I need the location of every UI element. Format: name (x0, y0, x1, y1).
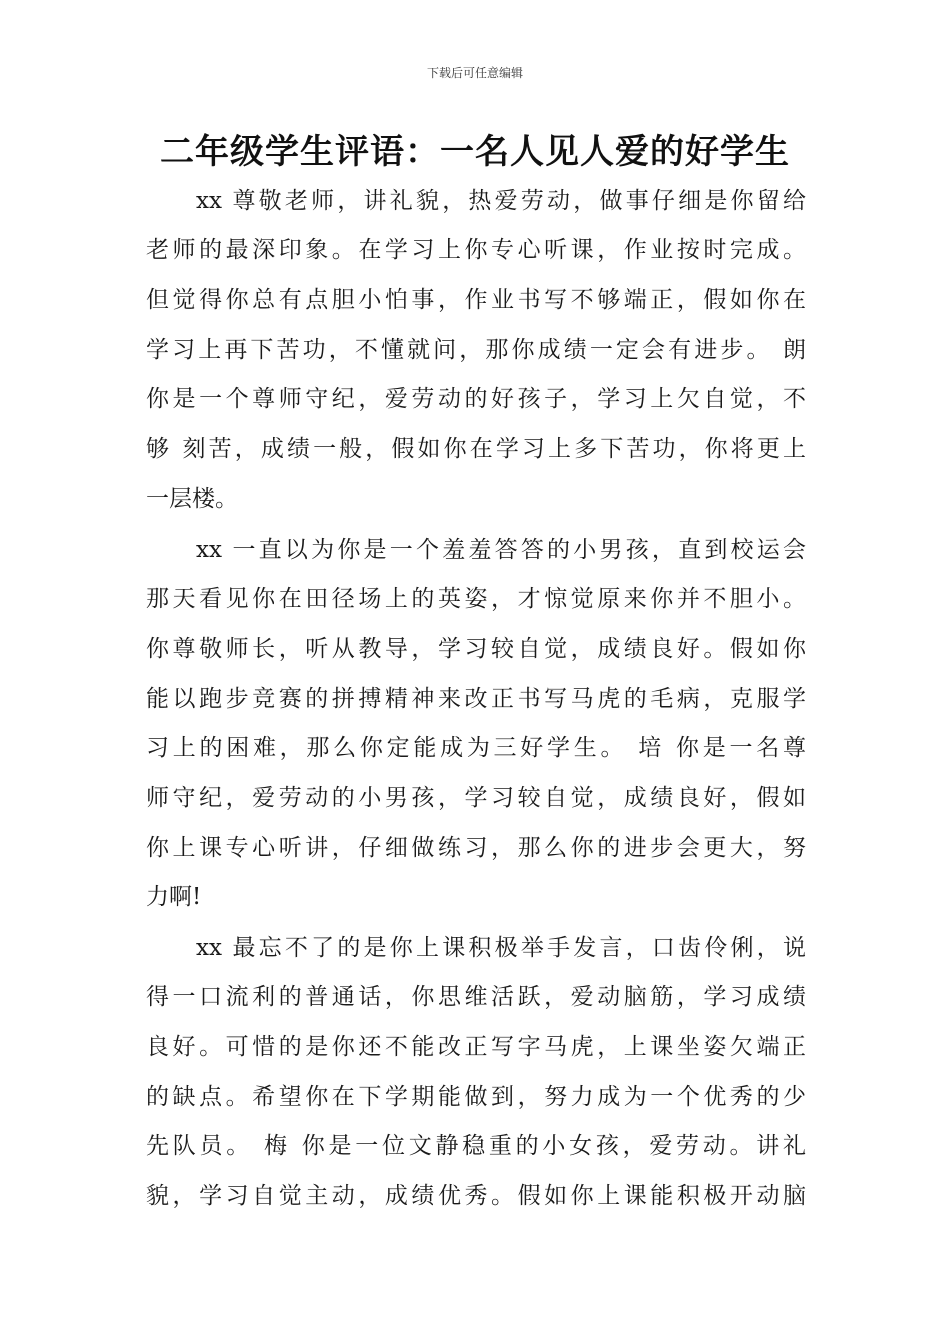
body-line: 良好。可惜的是你还不能改正写字马虎，上课坐姿欠端正 (146, 1034, 806, 1060)
body-line: 能以跑步竞赛的拼搏精神来改正书写马虎的毛病，克服学 (146, 686, 806, 712)
body-line: 习上的困难，那么你定能成为三好学生。 培 你是一名尊 (146, 735, 806, 761)
body-line: 得一口流利的普通话，你思维活跃，爱动脑筋，学习成绩 (146, 984, 806, 1010)
body-line: 你是一个尊师守纪，爱劳动的好孩子，学习上欠自觉，不 (146, 386, 806, 412)
body-line: xx 最忘不了的是你上课积极举手发言，口齿伶俐，说 (196, 935, 806, 961)
body-line: 貌，学习自觉主动，成绩优秀。假如你上课能积极开动脑 (146, 1183, 806, 1209)
body-line: 一层楼。 (146, 486, 238, 512)
body-line: xx 尊敬老师，讲礼貌，热爱劳动，做事仔细是你留给 (196, 188, 806, 214)
body-line: 但觉得你总有点胆小怕事，作业书写不够端正，假如你在 (146, 287, 806, 313)
document-title: 二年级学生评语：一名人见人爱的好学生 (160, 132, 790, 172)
body-line: 力啊! (146, 884, 202, 910)
body-line: 你上课专心听讲，仔细做练习，那么你的进步会更大，努 (146, 835, 806, 861)
body-line: 你尊敬师长，听从教导，学习较自觉，成绩良好。假如你 (146, 636, 806, 662)
body-line: 师守纪，爱劳动的小男孩，学习较自觉，成绩良好，假如 (146, 785, 806, 811)
body-line: 那天看见你在田径场上的英姿，才惊觉原来你并不胆小。 (146, 586, 806, 612)
body-line: 的缺点。希望你在下学期能做到，努力成为一个优秀的少 (146, 1084, 806, 1110)
body-line: 老师的最深印象。在学习上你专心听课，作业按时完成。 (146, 237, 806, 263)
body-line: 够 刻苦，成绩一般，假如你在学习上多下苦功，你将更上 (146, 436, 806, 462)
body-line: 学习上再下苦功，不懂就问，那你成绩一定会有进步。 朗 (146, 337, 806, 363)
body-line: xx 一直以为你是一个羞羞答答的小男孩，直到校运会 (196, 537, 806, 563)
header-note: 下载后可任意编辑 (426, 66, 523, 80)
body-line: 先队员。 梅 你是一位文静稳重的小女孩，爱劳动。讲礼 (146, 1133, 806, 1159)
